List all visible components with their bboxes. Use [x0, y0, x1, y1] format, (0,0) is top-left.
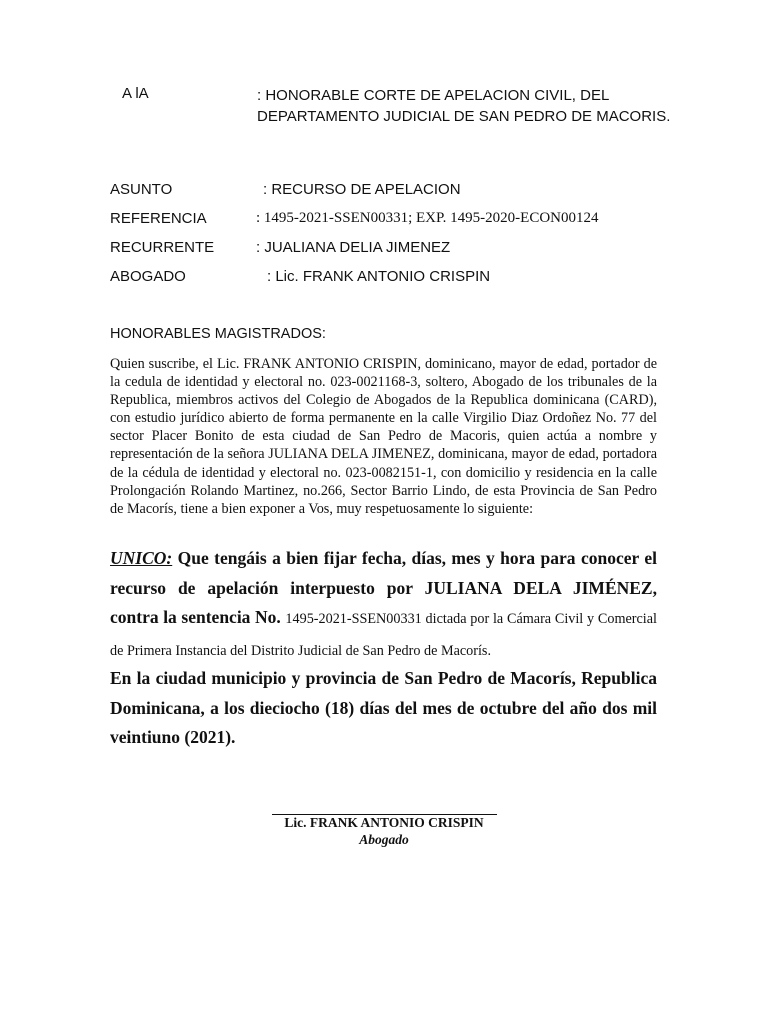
field-value: : 1495-2021-SSEN00331; EXP. 1495-2020-ECON00124: [256, 210, 599, 226]
closing-paragraph: En la ciudad municipio y provincia de San Pedro de Macorís, Republica Dominicana, a los dieciocho (18) días del mes de octubre del año dos mil veintiuno (2021).: [110, 668, 657, 747]
body-paragraph: Quien suscribe, el Lic. FRANK ANTONIO CRISPIN, dominicano, mayor de edad, portador de la cedula de identidad y electoral no. 023-0021168-3, soltero, Abogado de los tribunales de la Republica, miembros activos del Colegio de Abogados de la Republica dominicana (CARD), con estudio jurídico abierto de forma permanente en la calle Virgilio Diaz Ordoñez No. 77 del sector Placer Bonito de esta ciudad de San Pedro de Macoris, quien actúa a nombre y representación de la señora JULIANA DELA JIMENEZ, dominicana, mayor de edad, portadora de la cédula de identidad y electoral no. 023-0082151-1, con domicilio y residencia en la calle Prolongación Rolando Martinez, no.266, Sector Barrio Lindo, de esta Provincia de San Pedro de Macorís, tiene a bien exponer a Vos, muy respetuosamente lo siguiente:: [110, 356, 657, 517]
field-value: : JUALIANA DELIA JIMENEZ: [256, 239, 451, 256]
field-label: ASUNTO: [110, 181, 173, 198]
field-label: RECURRENTE: [110, 239, 215, 256]
unico-name: JULIANA DELA JIMÉNEZ: [424, 577, 653, 598]
unico-text-2: , contra la sentencia No.: [110, 577, 657, 627]
unico-text: Que tengáis a bien fijar fecha, días, mes y hora para conocer el recurso de apelación interpuesto por: [110, 548, 657, 598]
field-row-asunto: [110, 181, 670, 201]
field-value: : Lic. FRANK ANTONIO CRISPIN: [267, 268, 491, 285]
field-label: REFERENCIA: [110, 210, 207, 227]
unico-paragraph: [110, 544, 657, 666]
field-value: : RECURSO DE APELACION: [263, 181, 461, 198]
field-row-abogado: [110, 268, 670, 288]
addressee-value: : HONORABLE CORTE DE APELACION CIVIL, DEL DEPARTAMENTO JUDICIAL DE SAN PEDRO DE MACORIS.: [257, 87, 671, 125]
field-row-recurrente: [110, 239, 670, 259]
field-label: ABOGADO: [110, 268, 186, 285]
addressee-label: A lA: [122, 85, 149, 102]
unico-heading: UNICO:: [110, 548, 173, 568]
signature-title: Abogado: [359, 832, 409, 847]
signature-name: Lic. FRANK ANTONIO CRISPIN: [284, 815, 484, 830]
field-row-referencia: [110, 210, 670, 230]
unico-detail: 1495-2021-SSEN00331 dictada por la Cámara Civil y Comercial de Primera Instancia del Distrito Judicial de San Pedro de Macorís.: [110, 611, 657, 659]
salutation: HONORABLES MAGISTRADOS:: [110, 326, 326, 342]
